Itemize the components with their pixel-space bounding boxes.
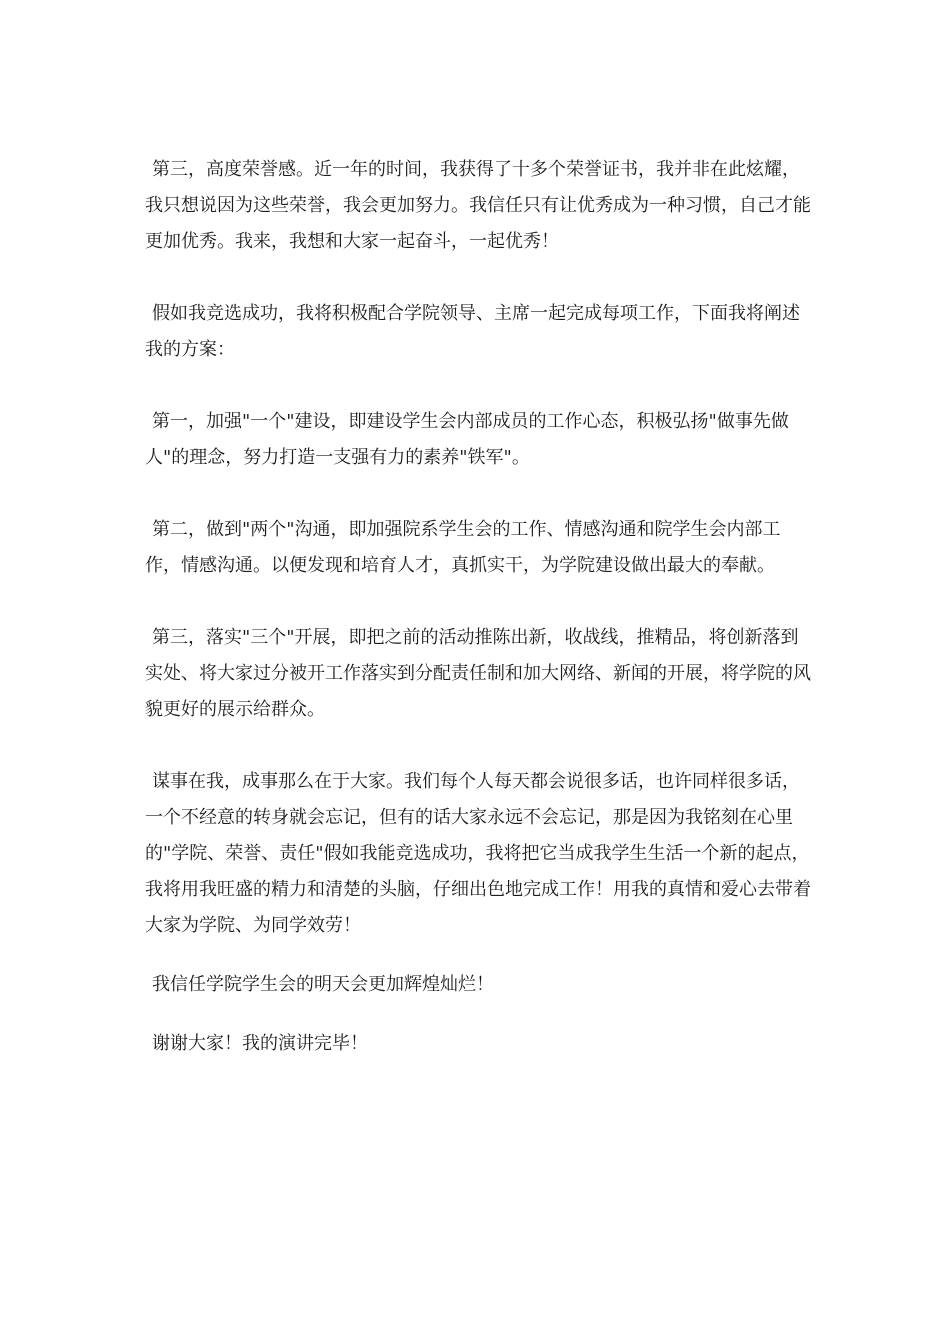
paragraph-closing: 谋事在我，成事那么在于大家。我们每个人每天都会说很多话，也许同样很多话，一个不经意的转身就会忘记，但有的话大家永远不会忘记，那是因为我铭刻在心里的"学院、荣誉、责任"假如我能竞选成功，我将把它当成我学生生活一个新的起点，我将用我旺盛的精力和清楚的头脑，仔细出色地完成工作！用我的真情和爱心去带着大家为学院、为同学效劳！ <box>145 771 811 936</box>
document-body <box>145 152 811 1098</box>
paragraph-plan-third: 第三，落实"三个"开展，即把之前的活动推陈出新，收战线，推精品，将创新落到实处、将大家过分被开工作落实到分配责任制和加大网络、新闻的开展，将学院的风貌更好的展示给群众。 <box>145 627 811 720</box>
paragraph-plan-first: 第一，加强"一个"建设，即建设学生会内部成员的工作心态，积极弘扬"做事先做人"的理念，努力打造一支强有力的素养"铁军"。 <box>145 411 789 468</box>
paragraph-belief: 我信任学院学生会的明天会更加辉煌灿烂！ <box>152 974 494 995</box>
paragraph-honor: 第三，高度荣誉感。近一年的时间，我获得了十多个荣誉证书，我并非在此炫耀，我只想说因为这些荣誉，我会更加努力。我信任只有让优秀成为一种习惯，自己才能更加优秀。我来，我想和大家一起奋斗，一起优秀！ <box>145 159 811 252</box>
paragraph-thanks: 谢谢大家！我的演讲完毕！ <box>152 1033 368 1054</box>
paragraph-plan-second: 第二，做到"两个"沟通，即加强院系学生会的工作、情感沟通和院学生会内部工作，情感沟通。以便发现和培育人才，真抓实干，为学院建设做出最大的奉献。 <box>145 519 781 576</box>
paragraph-plan-intro: 假如我竞选成功，我将积极配合学院领导、主席一起完成每项工作，下面我将阐述我的方案： <box>145 303 800 360</box>
